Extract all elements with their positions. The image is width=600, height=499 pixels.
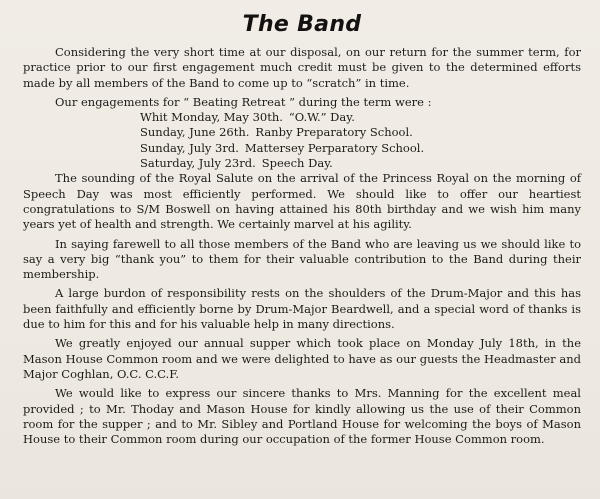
paragraph-thanks: We would like to express our sincere thanks to Mrs. Manning for the excellent meal provided ; to Mr. Thoday and Mason House for kindly allowing us the use of their Common room for the supper ; and to Mr. Sibley and Portland House for welcoming the boys of Mason House to their Common room during our occupation of the former House Common room. — [23, 386, 581, 447]
article-body — [23, 45, 581, 447]
engagement-item — [140, 156, 581, 171]
engagement-item — [140, 125, 581, 140]
engagement-event: Speech Day. — [261, 156, 333, 171]
paragraph-annual-supper: We greatly enjoyed our annual supper which took place on Monday July 18th, in the Mason House Common room and we were delighted to have as our guests the Headmaster and Major Coghlan, O.C. C.C.F. — [23, 336, 581, 381]
engagement-date: Whit Monday, May 30th. — [140, 110, 283, 125]
article-title: The Band — [242, 12, 362, 37]
engagement-item — [140, 141, 581, 156]
paragraph-farewell: In saying farewell to all those members of the Band who are leaving us we should like to say a very big “thank you” to them for their valuable contribution to the Band during their membership. — [23, 236, 581, 282]
engagement-event: Ranby Preparatory School. — [255, 125, 413, 140]
engagement-date: Sunday, July 3rd. — [140, 140, 239, 155]
paragraph-engagements-heading: Our engagements for “ Beating Retreat ” during the term were : — [55, 94, 432, 109]
engagement-date: Sunday, June 26th. — [140, 125, 250, 140]
paragraph-royal-salute: The sounding of the Royal Salute on the arrival of the Princess Royal on the morning of Speech Day was most efficiently performed. We should like to offer our heartiest congratulations to S/M Boswell on having attained his 80th birthday and we wish him many years yet of health and strength. We certainly marvel at his agility. — [23, 171, 581, 232]
engagement-date: Saturday, July 23rd. — [140, 156, 256, 171]
engagement-event: “O.W.” Day. — [288, 110, 355, 125]
paragraph-drum-major: A large burdon of responsibility rests on the shoulders of the Drum-Major and this has been faithfully and efficiently borne by Drum-Major Beardwell, and a special word of thanks is due to him for this and for his valuable help in many directions. — [23, 286, 581, 332]
engagement-item — [140, 110, 581, 125]
paragraph-intro: Considering the very short time at our disposal, on our return for the summer term, for practice prior to our first engagement much credit must be given to the determined efforts made by all members of the Band to come up to “scratch” in time. — [23, 45, 581, 90]
engagement-list — [140, 110, 581, 171]
engagement-event: Mattersey Perparatory School. — [244, 140, 425, 155]
